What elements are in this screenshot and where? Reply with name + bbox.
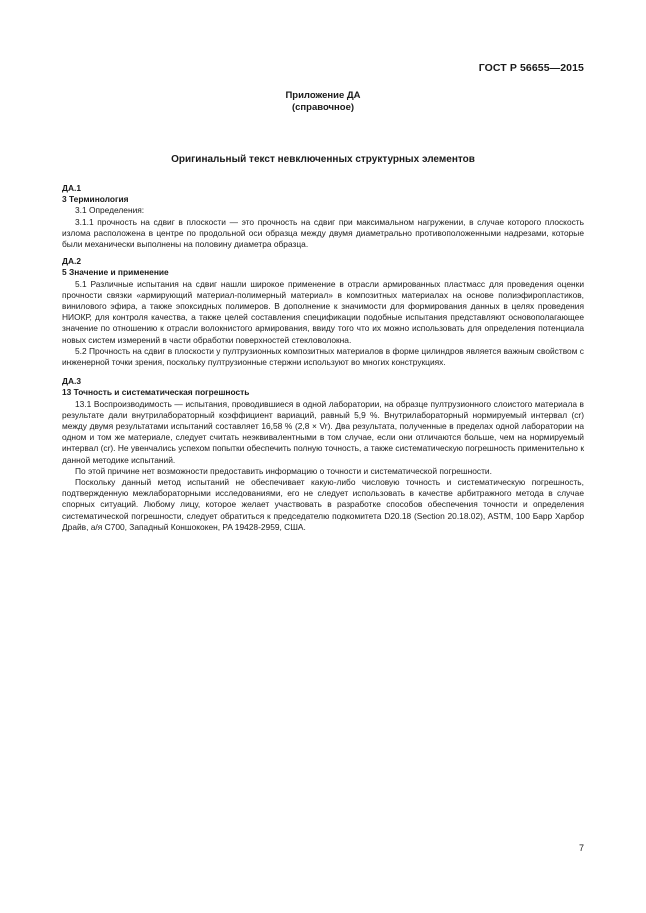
paragraph: 3.1.1 прочность на сдвиг в плоскости — это прочность на сдвиг при максимальном нагружении, в случае которого плоскость излома расположена в центре по продольной оси образца между двумя диаметрально противоположенными надрезами, которые были механически выполнены на половину диаметра образца. [62,216,584,250]
document-title: Оригинальный текст невключенных структурных элементов [171,154,475,165]
section-heading: 5 Значение и применение [62,267,169,278]
paragraph: 13.1 Воспроизводимость — испытания, проводившиеся в одной лаборатории, на образце пултрузионного слоистого материала в результате дали внутрилабораторный коэффициент вариаций, равный 5,9 %. Внутрилабораторный нормируемый интервал (cr) между двумя результатами испытаний составляет 16,58 % (2,8 × Vr). Два результата, полученные в пределах одной лаборатории на одном и том же материале, следует считать неэквивалентными в том случае, если они отличаются больше, чем на нормируемый интервал (cr). Не увенчались успехом попытки обеспечить полную точность, а также систематическую погрешность применительно к данной методике испытаний. [62,398,584,465]
section-id: ДА.2 [62,256,81,267]
appendix-heading [0,90,646,114]
section-da2 [62,256,584,368]
page-number: 7 [578,843,584,853]
paragraph: 3.1 Определения: [75,205,145,216]
paragraph: 5.2 Прочность на сдвиг в плоскости у пултрузионных композитных материалов в форме цилиндров является важным свойством с инженерной точки зрения, поскольку пултрузионные стержни используют во многих конструкциях. [62,345,584,368]
section-id: ДА.3 [62,376,81,387]
paragraph: 5.1 Различные испытания на сдвиг нашли широкое применение в отрасли армированных пластмасс для проведения оценки прочности связки «армирующий материал-полимерный материал» в композитных материалах на основе полиэфиропластиков, винилового эфира, а также эпоксидных полимеров. В дополнение к значимости для формирования данных в целях проведения НИОКР, для контроля качества, а также целей составления спецификации подобные испытания представляют основополагающее значение по отношению к отрасли волокнистого армирования, ввиду того что их можно использовать для определения потенциала новых систем измерений в части обработки поверхностей стекловолокна. [62,278,584,345]
paragraph: По этой причине нет возможности предоставить информацию о точности и систематической погрешности. [75,465,492,476]
document-body [62,183,584,533]
appendix-title: Приложение ДА [285,90,361,101]
standard-code: ГОСТ Р 56655—2015 [478,62,584,74]
section-heading: 3 Терминология [62,194,129,205]
section-da3 [62,376,584,533]
section-heading: 13 Точность и систематическая погрешность [62,387,250,398]
section-id: ДА.1 [62,183,81,193]
paragraph: Поскольку данный метод испытаний не обеспечивает какую-либо числовую точность и систематическую погрешность, подтвержденную межлабораторными исследованиями, его не следует использовать в качестве арбитражного метода в случае спорных ситуаций. Любому лицу, которое желает участвовать в разработке способов обеспечения точности и определения систематической погрешности, следует обратиться к председателю подкомитета D20.18 (Section 20.18.02), ASTM, 100 Барр Харбор Драйв, а/я С700, Западный Коншококен, PA 19428-2959, США. [62,477,584,532]
section-da1 [62,183,584,250]
appendix-subtitle: (справочное) [291,102,355,113]
